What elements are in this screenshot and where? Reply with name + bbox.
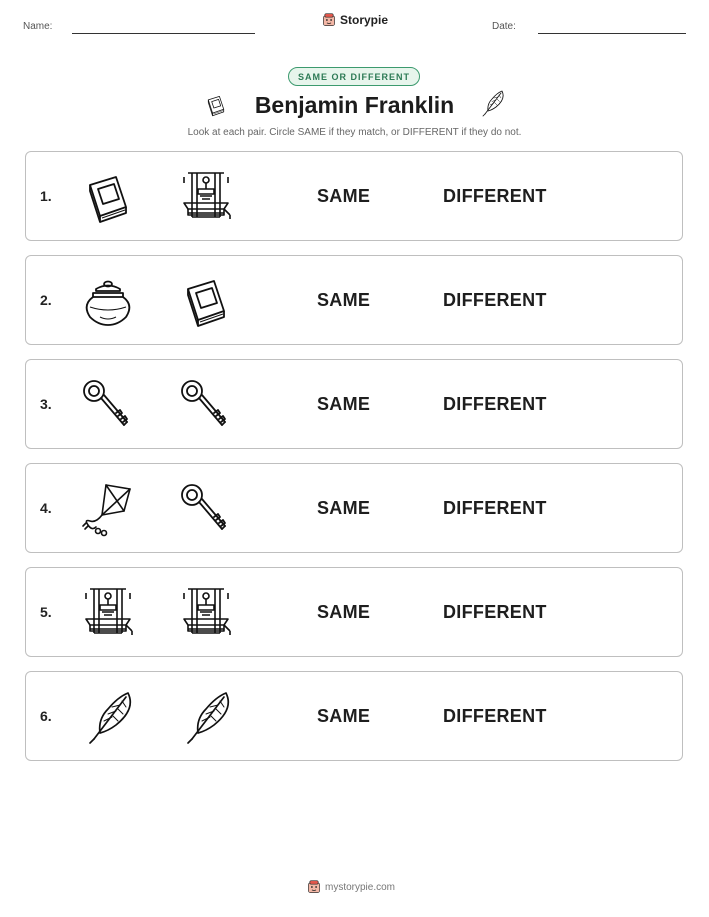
footer-site: mystorypie.com bbox=[325, 881, 396, 893]
exercise-row bbox=[25, 151, 683, 241]
brand-logo bbox=[322, 13, 388, 27]
same-option[interactable]: SAME bbox=[317, 498, 371, 518]
date-label: Date: bbox=[492, 21, 516, 32]
printing-press-icon bbox=[178, 585, 234, 641]
footer bbox=[307, 880, 395, 894]
mascot-icon bbox=[307, 880, 321, 894]
exercise-row bbox=[25, 463, 683, 553]
brand-name: Storypie bbox=[340, 13, 389, 27]
exercise-row bbox=[25, 567, 683, 657]
book-icon bbox=[178, 273, 234, 329]
key-icon bbox=[178, 377, 234, 433]
key-icon bbox=[178, 481, 234, 537]
feather-icon bbox=[80, 689, 136, 745]
printing-press-icon bbox=[178, 169, 234, 225]
different-option[interactable]: DIFFERENT bbox=[443, 290, 547, 310]
row-number: 4. bbox=[40, 500, 52, 516]
same-option[interactable]: SAME bbox=[317, 186, 371, 206]
different-option[interactable]: DIFFERENT bbox=[443, 394, 547, 414]
exercise-row bbox=[25, 671, 683, 761]
kite-icon bbox=[80, 481, 136, 537]
name-label: Name: bbox=[23, 21, 53, 32]
date-field-line[interactable] bbox=[538, 33, 686, 34]
different-option[interactable]: DIFFERENT bbox=[443, 602, 547, 622]
activity-tag: SAME OR DIFFERENT bbox=[288, 67, 420, 86]
pot-icon bbox=[80, 273, 136, 329]
same-option[interactable]: SAME bbox=[317, 394, 371, 414]
printing-press-icon bbox=[80, 585, 136, 641]
same-option[interactable]: SAME bbox=[317, 602, 371, 622]
exercise-row bbox=[25, 359, 683, 449]
page-title: Benjamin Franklin bbox=[254, 92, 455, 118]
same-option[interactable]: SAME bbox=[317, 290, 371, 310]
exercise-row bbox=[25, 255, 683, 345]
row-number: 3. bbox=[40, 396, 52, 412]
different-option[interactable]: DIFFERENT bbox=[443, 186, 547, 206]
row-number: 2. bbox=[40, 292, 52, 308]
different-option[interactable]: DIFFERENT bbox=[443, 706, 547, 726]
book-icon bbox=[80, 169, 136, 225]
row-number: 1. bbox=[40, 188, 52, 204]
feather-icon bbox=[478, 89, 506, 117]
same-option[interactable]: SAME bbox=[317, 706, 371, 726]
row-number: 6. bbox=[40, 708, 52, 724]
instructions: Look at each pair. Circle SAME if they match, or DIFFERENT if they do not. bbox=[187, 127, 522, 138]
name-field-line[interactable] bbox=[72, 33, 255, 34]
feather-icon bbox=[178, 689, 234, 745]
mascot-icon bbox=[322, 13, 336, 27]
key-icon bbox=[80, 377, 136, 433]
different-option[interactable]: DIFFERENT bbox=[443, 498, 547, 518]
row-number: 5. bbox=[40, 604, 52, 620]
